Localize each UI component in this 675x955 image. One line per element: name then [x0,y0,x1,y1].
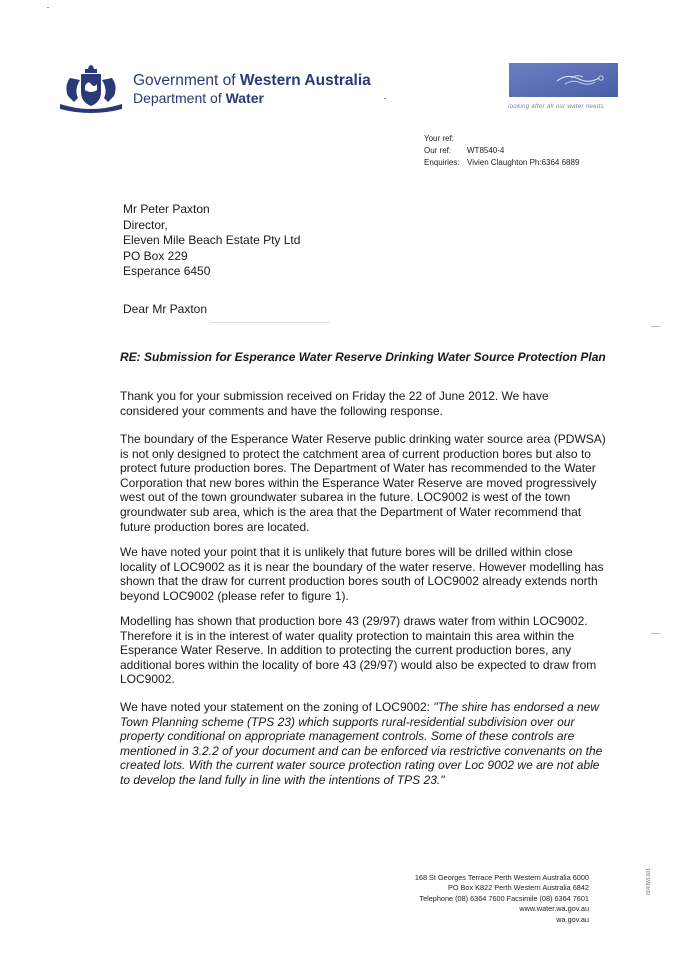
footer-phone-fax: Telephone (08) 6364 7600 Facsimile (08) 6364 7601 [419,893,589,903]
document-code: 8040WL001 [646,868,652,895]
body-paragraph-5 [120,700,610,788]
scan-speck [384,98,386,99]
scan-speck [47,7,49,8]
body-paragraph-3: We have noted your point that it is unlikely that future bores will be drilled within close locality of LOC9002 as it is near the boundary of the water reserve. However modelling has shown that the draw for current production bores south of LOC9002 already extends north beyond LOC9002 (please refer to figure 1). [120,545,604,603]
ref-value: WT8540-4 [467,146,505,155]
footer-contact-block [415,873,589,925]
department-name: Department of Water [133,90,264,106]
department-tagline: looking after all our water needs [508,103,604,110]
recipient-po-box: PO Box 229 [123,248,188,263]
footer-website: www.water.wa.gov.au [519,904,589,914]
ref-label: Enquiries: [424,158,460,167]
government-name: Government of Western Australia [133,72,371,89]
subject-line: RE: Submission for Esperance Water Reserve Drinking Water Source Protection Plan [120,350,606,364]
scan-speck [651,326,660,327]
body-paragraph-2: The boundary of the Esperance Water Reserve public drinking water source area (PDWSA) is not only designed to protect the catchment area of current production bores but also to protect future production bores. The Department of Water has recommended to the Water Corporation that new bores within the Esperance Water Reserve are moved progressively west out of the town groundwater subarea in the future. LOC9002 is west of the town groundwater sub area, which is the area that the Department of Water recommend that future production bores are located. [120,432,606,534]
footer-gov-website: wa.gov.au [556,914,589,924]
recipient-title: Director, [123,217,168,232]
our-ref-row [424,145,579,157]
recipient-locality: Esperance 6450 [123,264,211,279]
quoted-statement: "The shire has endorsed a new Town Planning scheme (TPS 23) which supports rural-residential subdivision over our property conditional on appropriate management controls. Some of these controls are mentioned in 3.2.2 of your document and can be enforced via restrictive convenants on the created lots. With the current water source protection rating over Loc 9002 we are not able to develop the land fully in line with the intentions of TPS 23." [120,700,603,787]
scan-speck [651,633,660,634]
ref-label: Our ref: [424,146,452,155]
paragraph-intro: We have noted your statement on the zoning of LOC9002: [120,700,434,714]
recipient-address [123,202,300,280]
coat-of-arms-icon [56,64,126,114]
enquiries-row [424,157,579,169]
footer-postal-address: PO Box K822 Perth Western Australia 6842 [447,883,589,893]
ref-label: Your ref: [424,134,454,143]
recipient-name: Mr Peter Paxton [123,202,210,216]
body-paragraph-4: Modelling has shown that production bore 43 (29/97) draws water from within LOC9002. Therefore it is in the interest of water quality protection to maintain this area within the Esperance Water Reserve. In addition to protecting the current production bores, any additional bores within the locality of bore 43 (29/97) would also be expected to draw from LOC9002. [120,614,597,687]
scan-speck [210,322,330,323]
reference-block [424,133,579,169]
salutation: Dear Mr Paxton [123,302,208,316]
your-ref-row [424,133,579,145]
water-logo-icon [509,63,618,97]
recipient-company: Eleven Mile Beach Estate Pty Ltd [123,233,301,248]
body-paragraph-1: Thank you for your submission received on Friday the 22 of June 2012. We have considered your comments and have the following response. [120,389,549,418]
ref-value: Vivien Claughton Ph:6364 6889 [467,158,580,167]
footer-street-address: 168 St Georges Terrace Perth Western Australia 6000 [414,873,589,882]
